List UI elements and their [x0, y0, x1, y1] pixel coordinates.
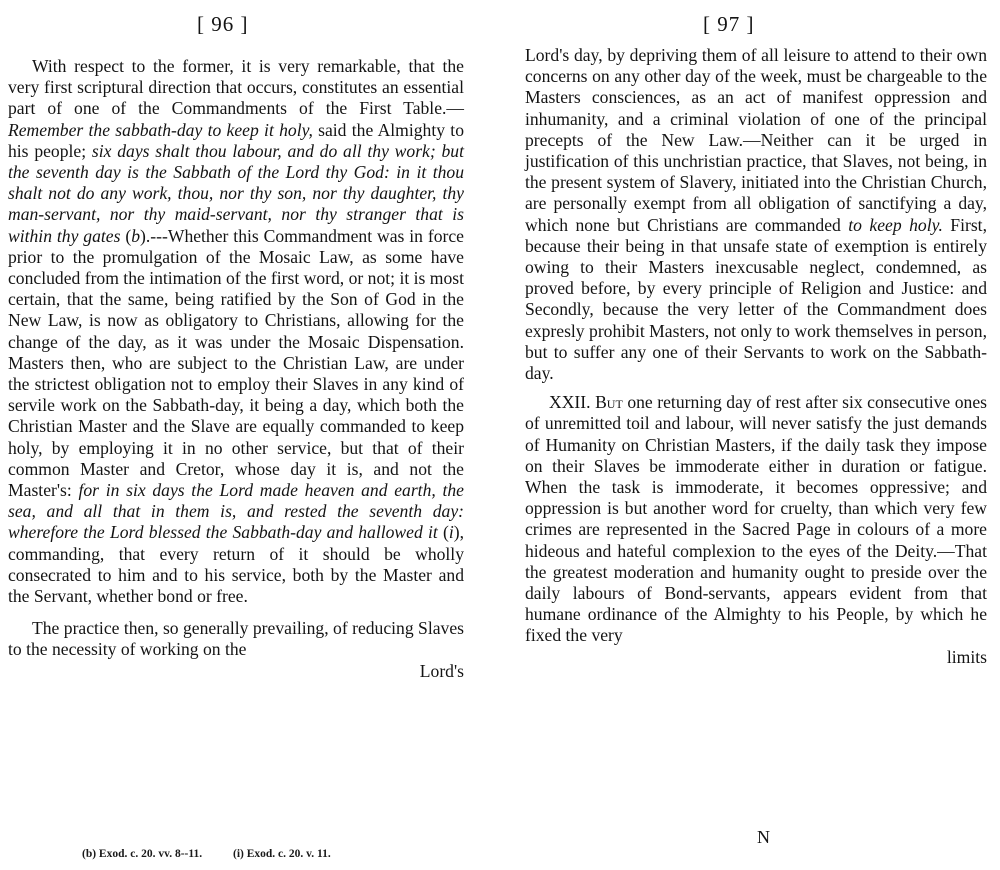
text-run: ).---Whether this Commandment was in force prior to the promulgation of the Mosaic Law, as some have concluded from the intimation of the first word, or not; it is most certain, that the same, being ratified by the Son of God in the New Law, is now as obligatory to Christians, allowing for the change of the day, as it was under the Mosaic Dispensation. Masters then, who are subject to the Christian Law, are under the strictest obligation not to employ their Slaves in any kind of servile work on the Sabbath-day, it being a day, which both the Christian Master and the Slave are equally commanded to keep holy, by employing it in no other service, but that of their common Master and Cretor, whose day it is, and not the Master's: — [8, 225, 464, 501]
text-run: Lord's day, by depriving them of all leisure to attend to their own concerns on any other day of the week, must be chargeable to the Masters consciences, as an act of manifest oppression and inhumanity, and a criminal violation of one of the principal precepts of the New Law.—Neither can it be urged in justification of this unchristian practice, that Slaves, not being, in the present system of Slavery, initiated into the Christian Church, are personally exempt from all obligation of sanctifying a day, which none but Christians are commanded — [525, 45, 987, 235]
catchword-left: Lord's — [419, 660, 464, 681]
catchword-right: limits — [946, 646, 987, 667]
right-paragraph-1 — [525, 45, 987, 384]
footnotes — [82, 848, 331, 860]
italic-text-run: i — [448, 522, 454, 543]
left-paragraph-1 — [8, 56, 464, 607]
right-paragraph-2 — [525, 392, 987, 646]
page-number-right: [ 97 ] — [703, 12, 755, 36]
italic-text-run: six days shalt thou labour, and do all thy work; but the seventh day is the Sabbath of the Lord thy God: in it thou shalt not do any work, thou, nor thy son, nor thy daughter, thy man-servant, nor thy maid-servant, nor thy stranger that is within thy gates — [8, 140, 464, 246]
left-paragraph-2: The practice then, so generally prevailing, of reducing Slaves to the necessity of working on the — [8, 618, 464, 660]
text-run: With respect to the former, it is very remarkable, that the very first scriptural direction that occurs, constitutes an essential part of one of the Commandments of the First Table.— — [8, 56, 464, 119]
right-text-column — [525, 45, 987, 668]
section-lead-word: But — [595, 392, 623, 413]
text-run: First, because their being in that unsafe state of exemption is entirely owing to their Masters inexcusable neglect, condemned, as proved before, by every principle of Religion and Justice: and Secondly, because the very letter of the Commandment does expresly prohibit Masters, not only to work themselves in person, but to suffer any one of their Servants to work on the Sabbath-day. — [525, 214, 987, 384]
italic-text-run: for in six days the Lord made heaven and earth, the sea, and all that in them is, and rested the seventh day: wherefore the Lord blessed the Sabbath-day and hallowed it — [8, 480, 464, 543]
left-text-column — [8, 56, 464, 682]
page-number-left: [ 96 ] — [197, 12, 249, 36]
text-run: ( — [120, 225, 132, 246]
footnote-b: (b) Exod. c. 20. vv. 8--11. — [82, 848, 203, 860]
text-run: ), commanding, that every return of it should be wholly consecrated to him and to his service, both by the Master and the Servant, whether bond or free. — [8, 522, 464, 607]
text-run: said the Almighty to his people; — [8, 119, 464, 161]
section-text: one returning day of rest after six consecutive ones of unremitted toil and labour, will never satisfy the just demands of Humanity on Christian Masters, if the daily task they impose on their Slaves be immoderate either in duration or fatigue. When the task is immoderate, it becomes oppressive; and oppression is but another word for cruelty, than which very few crimes are represented in the Sacred Page in colours of a more hideous and hateful complexion to the eyes of the Deity.—That the greatest moderation and humanity ought to preside over the daily labours of Bond-servants, appears evident from that humane ordinance of the Almighty to his People, by which he fixed the very — [525, 392, 987, 646]
section-number: XXII. — [549, 392, 591, 413]
footnote-i: (i) Exod. c. 20. v. 11. — [233, 848, 331, 860]
italic-text-run: Remember the sabbath-day to keep it holy, — [8, 119, 313, 140]
italic-text-run: to keep holy. — [848, 214, 943, 235]
italic-text-run: b — [131, 225, 140, 246]
text-run: ( — [437, 522, 449, 543]
signature-mark: N — [757, 827, 770, 847]
